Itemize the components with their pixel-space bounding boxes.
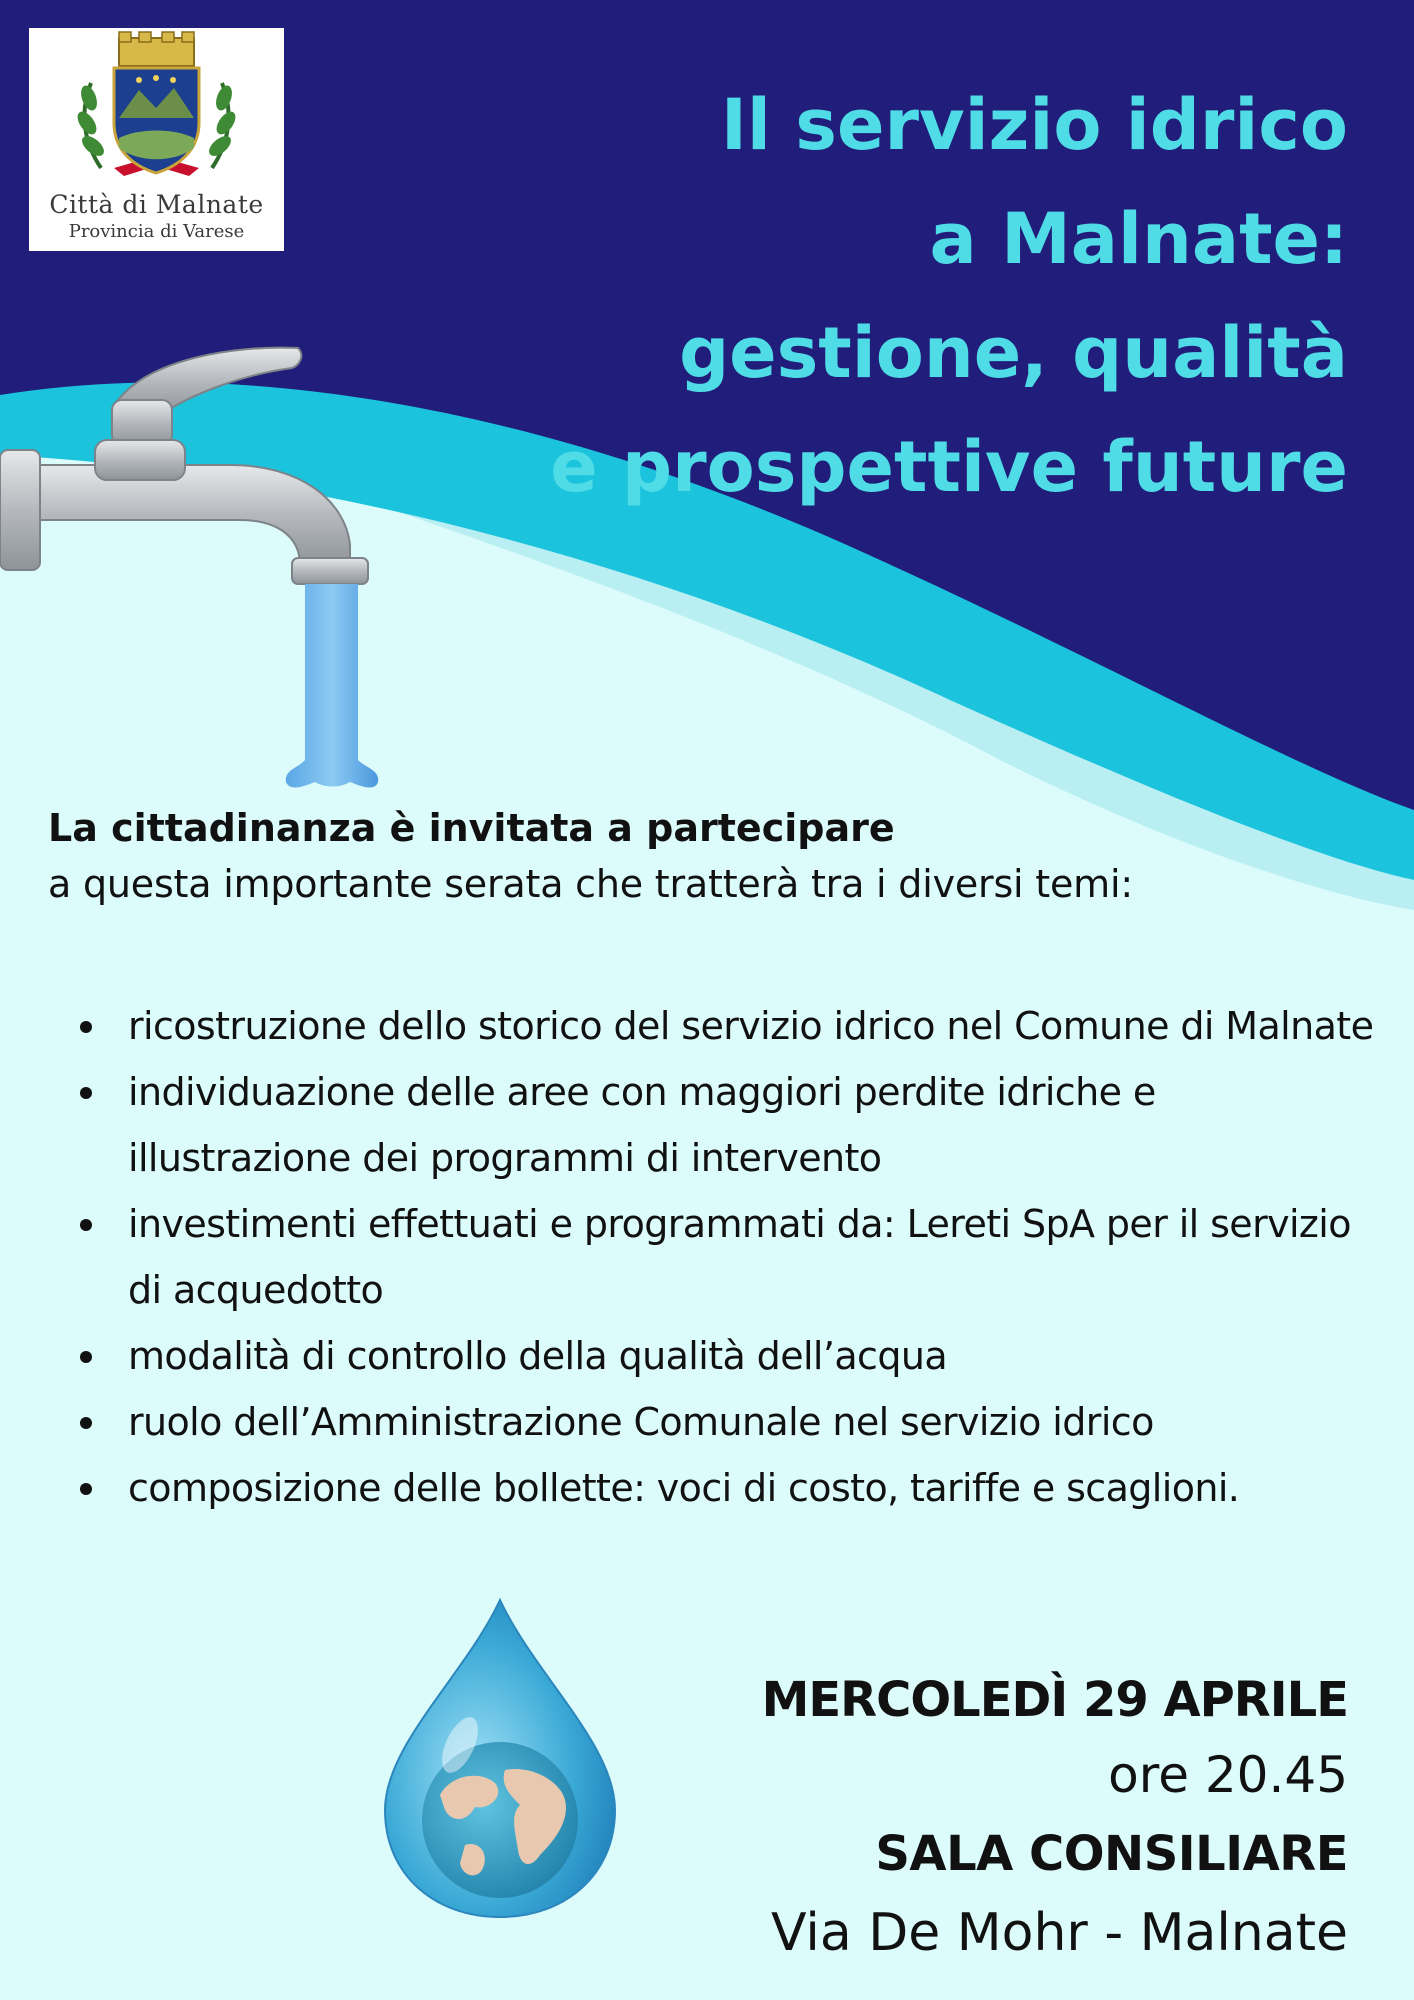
bullet-icon bbox=[80, 1417, 92, 1429]
title-line-4: e prospettive future bbox=[550, 426, 1348, 508]
invite-sub: a questa importante serata che tratterà tra i diversi temi: bbox=[48, 862, 1133, 906]
list-item bbox=[48, 1323, 1378, 1389]
city-logo bbox=[29, 28, 284, 251]
list-item bbox=[48, 1191, 1378, 1323]
event-date: MERCOLEDÌ 29 APRILE bbox=[761, 1672, 1348, 1728]
municipal-crest-icon bbox=[29, 28, 284, 188]
event-info bbox=[548, 1665, 1348, 1973]
bullet-icon bbox=[80, 1219, 92, 1231]
bullet-icon bbox=[80, 1351, 92, 1363]
topic-text: modalità di controllo della qualità dell’acqua bbox=[128, 1334, 948, 1378]
title-line-1: Il servizio idrico bbox=[720, 84, 1348, 166]
page-title bbox=[448, 68, 1348, 524]
logo-city-name: Città di Malnate bbox=[49, 190, 264, 219]
bullet-icon bbox=[80, 1021, 92, 1033]
bullet-icon bbox=[80, 1483, 92, 1495]
list-item bbox=[48, 993, 1378, 1059]
topic-text: individuazione delle aree con maggiori perdite idriche e illustrazione dei programmi di intervento bbox=[128, 1070, 1156, 1180]
event-time: ore 20.45 bbox=[1108, 1746, 1348, 1804]
bullet-icon bbox=[80, 1087, 92, 1099]
topics-list bbox=[48, 993, 1378, 1521]
event-address: Via De Mohr - Malnate bbox=[770, 1903, 1348, 1963]
title-line-2: a Malnate: bbox=[929, 198, 1348, 280]
list-item bbox=[48, 1389, 1378, 1455]
list-item bbox=[48, 1059, 1378, 1191]
topic-text: investimenti effettuati e programmati da: Lereti SpA per il servizio di acquedotto bbox=[128, 1202, 1351, 1312]
topic-text: ricostruzione dello storico del servizio idrico nel Comune di Malnate bbox=[128, 1004, 1374, 1048]
invite-lead: La cittadinanza è invitata a partecipare bbox=[48, 806, 895, 850]
logo-province-name: Provincia di Varese bbox=[68, 221, 245, 242]
topic-text: ruolo dell’Amministrazione Comunale nel servizio idrico bbox=[128, 1400, 1154, 1444]
event-venue: SALA CONSILIARE bbox=[875, 1826, 1348, 1882]
topic-text: composizione delle bollette: voci di costo, tariffe e scaglioni. bbox=[128, 1466, 1240, 1510]
faucet-icon bbox=[0, 330, 400, 800]
list-item bbox=[48, 1455, 1378, 1521]
invite-block bbox=[48, 800, 1133, 912]
title-line-3: gestione, qualità bbox=[679, 312, 1348, 394]
